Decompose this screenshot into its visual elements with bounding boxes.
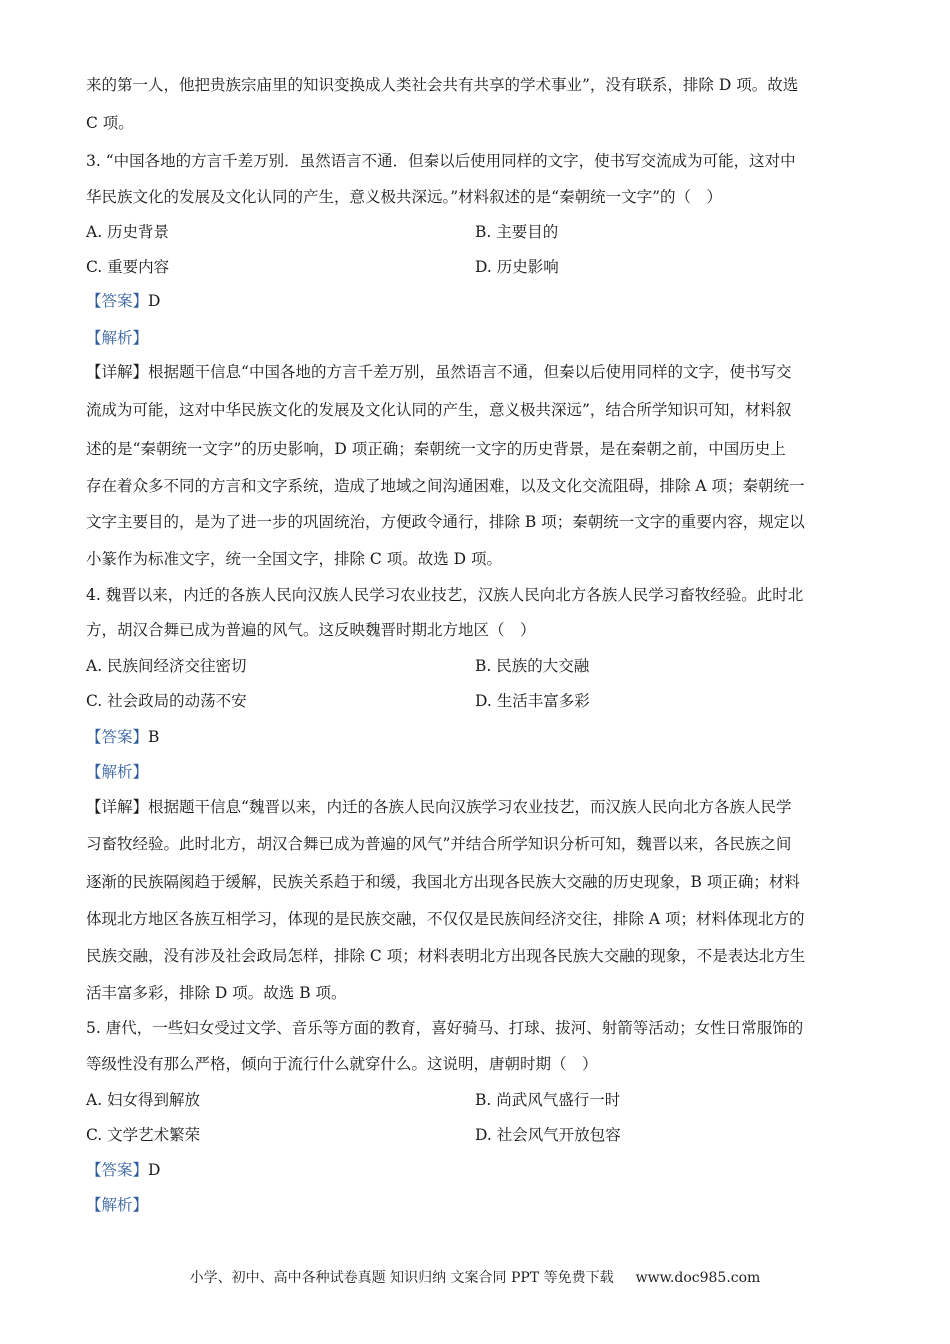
q3-detail-line-5: 文字主要目的，是为了进一步的巩固统治，方便政令通行，排除 B 项；秦朝统一文字的重要内容，规定以 xyxy=(86,513,805,531)
prev-explanation-line-2: C 项。 xyxy=(86,114,134,132)
detail-tag: 【详解】 xyxy=(86,798,149,816)
q3-option-d: D. 历史影响 xyxy=(475,258,559,276)
q4-option-c: C. 社会政局的动荡不安 xyxy=(86,692,247,710)
analysis-tag: 【解析】 xyxy=(86,329,149,347)
q4-option-b: B. 民族的大交融 xyxy=(475,657,590,675)
q5-option-c: C. 文学艺术繁荣 xyxy=(86,1126,201,1144)
answer-tag: 【答案】 xyxy=(86,728,149,746)
answer-value: B xyxy=(148,728,160,746)
q5-answer xyxy=(86,1159,866,1181)
answer-tag: 【答案】 xyxy=(86,1161,149,1179)
q5-stem-line-1: 5. 唐代，一些妇女受过文学、音乐等方面的教育，喜好骑马、打球、拔河、射箭等活动；女性日常服饰的 xyxy=(86,1019,804,1037)
prev-explanation-line-1: 来的第一人，他把贵族宗庙里的知识变换成人类社会共有共享的学术事业”，没有联系，排除 D 项。故选 xyxy=(86,76,799,94)
q3-stem-line-2: 华民族文化的发展及文化认同的产生，意义极共深远。”材料叙述的是“秦朝统一文字”的（ ） xyxy=(86,188,723,206)
q5-option-a: A. 妇女得到解放 xyxy=(86,1091,201,1109)
q4-stem-line-1: 4. 魏晋以来，内迁的各族人民向汉族人民学习农业技艺，汉族人民向北方各族人民学习畜牧经验。此时北 xyxy=(86,586,804,604)
q3-detail-line-1 xyxy=(86,361,866,383)
q4-stem-line-2: 方，胡汉合舞已成为普遍的风气。这反映魏晋时期北方地区（ ） xyxy=(86,621,536,639)
detail-text: 根据题干信息“中国各地的方言千差万别，虽然语言不通，但秦以后使用同样的文字，使书写交 xyxy=(148,363,792,381)
q3-option-c: C. 重要内容 xyxy=(86,258,170,276)
answer-value: D xyxy=(148,1161,161,1179)
analysis-tag: 【解析】 xyxy=(86,763,149,781)
q4-option-a: A. 民族间经济交往密切 xyxy=(86,657,247,675)
q3-detail-line-2: 流成为可能，这对中华民族文化的发展及文化认同的产生，意义极共深远”，结合所学知识可知，材料叙 xyxy=(86,401,792,419)
q4-analysis-heading xyxy=(86,761,866,783)
detail-tag: 【详解】 xyxy=(86,363,149,381)
q3-answer xyxy=(86,290,866,312)
q5-stem-line-2: 等级性没有那么严格，倾向于流行什么就穿什么。这说明，唐朝时期（ ） xyxy=(86,1055,598,1073)
q3-analysis-heading xyxy=(86,327,866,349)
q5-analysis-heading xyxy=(86,1194,866,1216)
q5-option-d: D. 社会风气开放包容 xyxy=(475,1126,621,1144)
q5-option-b: B. 尚武风气盛行一时 xyxy=(475,1091,621,1109)
answer-tag: 【答案】 xyxy=(86,292,149,310)
q4-detail-line-6: 活丰富多彩，排除 D 项。故选 B 项。 xyxy=(86,984,347,1002)
detail-text: 根据题干信息“魏晋以来，内迁的各族人民向汉族学习农业技艺，而汉族人民向北方各族人民学 xyxy=(148,798,792,816)
q4-detail-line-1 xyxy=(86,796,866,818)
q3-stem-line-1: 3. “中国各地的方言千差万别．虽然语言不通．但秦以后使用同样的文字，使书写交流成为可能，这对中 xyxy=(86,152,796,170)
q4-answer xyxy=(86,726,866,748)
q3-option-b: B. 主要目的 xyxy=(475,223,559,241)
analysis-tag: 【解析】 xyxy=(86,1196,149,1214)
q4-detail-line-4: 体现北方地区各族互相学习，体现的是民族交融，不仅仅是民族间经济交往，排除 A 项；材料体现北方的 xyxy=(86,910,805,928)
answer-value: D xyxy=(148,292,161,310)
q3-detail-line-3: 述的是“秦朝统一文字”的历史影响，D 项正确；秦朝统一文字的历史背景，是在秦朝之前，中国历史上 xyxy=(86,440,786,458)
q4-option-d: D. 生活丰富多彩 xyxy=(475,692,590,710)
q4-detail-line-3: 逐渐的民族隔阂趋于缓解，民族关系趋于和缓，我国北方出现各民族大交融的历史现象，B 项正确；材料 xyxy=(86,873,800,891)
q3-option-a: A. 历史背景 xyxy=(86,223,170,241)
q3-detail-line-6: 小篆作为标准文字，统一全国文字，排除 C 项。故选 D 项。 xyxy=(86,550,502,568)
page-footer xyxy=(0,1268,950,1288)
q4-detail-line-5: 民族交融，没有涉及社会政局怎样，排除 C 项；材料表明北方出现各民族大交融的现象，不是表达北方生 xyxy=(86,947,806,965)
footer-text: 小学、初中、高中各种试卷真题 知识归纳 文案合同 PPT 等免费下载 xyxy=(189,1270,614,1286)
q3-detail-line-4: 存在着众多不同的方言和文字系统，造成了地域之间沟通困难，以及文化交流阻碍，排除 A 项；秦朝统一 xyxy=(86,477,805,495)
footer-site-link[interactable]: www.doc985.com xyxy=(635,1270,761,1286)
q4-detail-line-2: 习畜牧经验。此时北方，胡汉合舞已成为普遍的风气”并结合所学知识分析可知，魏晋以来，各民族之间 xyxy=(86,835,792,853)
